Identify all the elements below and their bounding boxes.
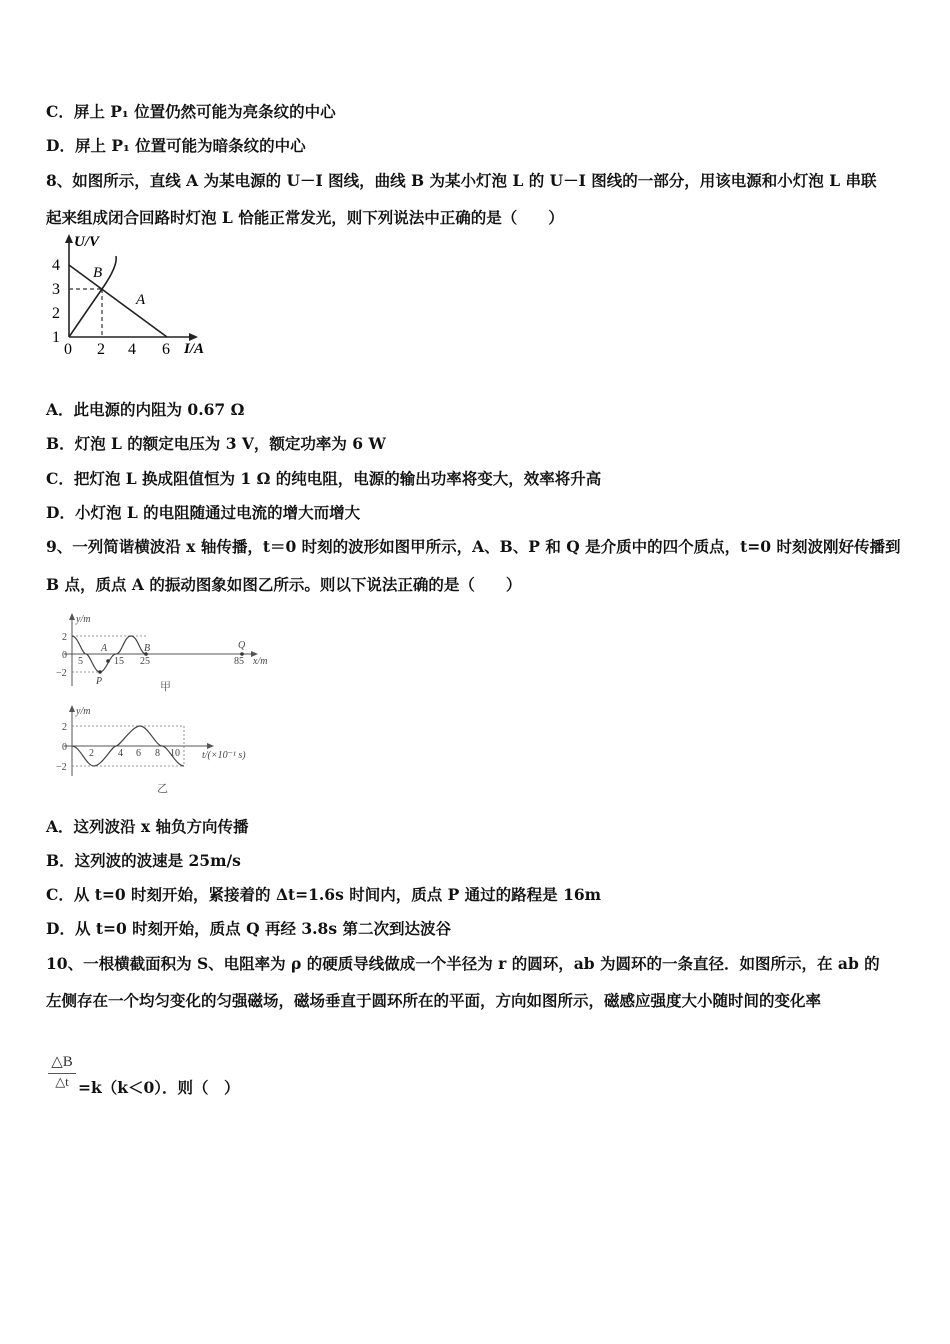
q8-ytick-1: 1 [52,329,60,346]
q9-option-a: A．这列波沿 x 轴负方向传播 [46,817,249,836]
q10-stem-line1: 10、一根横截面积为 S、电阻率为 ρ 的硬质导线做成一个半径为 r 的圆环，ab 为圆环的一条直径．如图所示，在 ab 的 [46,954,880,973]
q8-ytick-2: 2 [52,305,60,322]
q8-x-arrow [189,333,198,341]
q9-yi-xtick-10: 10 [170,748,180,759]
q9-jia-xtick-25: 25 [140,656,150,667]
q8-line-a [69,265,167,337]
q9-jia-xtick-5: 5 [78,656,83,667]
q7-option-c: C．屏上 P₁ 位置仍然可能为亮条纹的中心 [46,102,336,121]
q9-yi-xtick-4: 4 [118,748,123,759]
q8-ylabel: U/V [74,234,100,250]
q9-jia-point-p [98,670,102,674]
q9-jia-ytick-2: 2 [62,632,67,643]
q9-yi-caption: 乙 [157,783,168,795]
q9-option-b: B．这列波的波速是 25m/s [46,851,241,870]
q9-jia-xtick-15: 15 [114,656,124,667]
q8-y-arrow [65,234,73,243]
q8-xtick-2: 2 [97,341,105,358]
q9-jia-label-q: Q [238,640,246,651]
q10-stem-line2: 左侧存在一个均匀变化的匀强磁场，磁场垂直于圆环所在的平面，方向如图所示，磁感应强度大小随时间的变化率 [46,991,822,1010]
q8-ytick-4: 4 [52,257,60,274]
q9-option-c: C．从 t=0 时刻开始，紧接着的 Δt=1.6s 时间内，质点 P 通过的路程是 16m [46,885,602,904]
q8-label-a: A [136,292,146,308]
q9-jia-label-p: P [96,676,103,687]
q8-option-c: C．把灯泡 L 换成阻值恒为 1 Ω 的纯电阻，电源的输出功率将变大，效率将升高 [46,469,602,488]
q9-jia-xtick-85: 85 [234,656,244,667]
q8-xtick-6: 6 [162,341,170,358]
q9-figure-jia [56,608,286,694]
q9-yi-x-arrow [207,743,214,749]
q9-yi-xtick-2: 2 [89,748,94,759]
q9-jia-ytick-0: 0 [62,650,67,661]
q9-figure-yi [56,700,286,796]
q9-jia-caption: 甲 [160,681,171,693]
q8-option-a: A．此电源的内阻为 0.67 Ω [46,400,245,419]
q8-xtick-4: 4 [128,341,136,358]
q9-yi-ytick-0: 0 [62,742,67,753]
q9-stem-line1: 9、一列简谐横波沿 x 轴传播，t＝0 时刻的波形如图甲所示，A、B、P 和 Q 是介质中的四个质点，t=0 时刻波刚好传播到 [46,537,901,556]
q8-ytick-3: 3 [52,281,60,298]
q8-ui-graph [44,232,224,360]
q9-yi-ytick-2: 2 [62,722,67,733]
q8-stem-line1: 8、如图所示，直线 A 为某电源的 U－I 图线，曲线 B 为某小灯泡 L 的 U－I 图线的一部分，用该电源和小灯泡 L 串联 [46,171,877,190]
q8-stem-line2: 起来组成闭合回路时灯泡 L 恰能正常发光，则下列说法中正确的是（ ） [46,208,564,227]
q9-yi-ytick-neg2: −2 [56,762,67,773]
q9-jia-xlabel: x/m [253,656,268,667]
q9-jia-label-b: B [144,643,151,654]
q9-jia-point-a [106,659,110,663]
q9-jia-ytick-neg2: −2 [56,668,67,679]
q9-jia-label-a: A [101,643,108,654]
q9-yi-xlabel: t/(×10⁻¹ s) [202,750,246,761]
q9-jia-y-arrow [69,613,75,620]
q8-option-d: D．小灯泡 L 的电阻随通过电流的增大而增大 [46,503,361,522]
q10-fraction-denominator: △t [55,1074,69,1089]
q10-fraction-numerator: △B [48,1052,76,1074]
q8-label-b: B [93,265,103,281]
q9-jia-ylabel: y/m [76,614,91,625]
q8-xlabel: I/A [184,341,205,357]
q10-stem-line3: =k（k＜0）．则（ ） [78,1078,240,1097]
q8-xtick-0: 0 [64,341,72,358]
q9-option-d: D．从 t=0 时刻开始，质点 Q 再经 3.8s 第二次到达波谷 [46,919,451,938]
q10-rate-fraction [48,1052,76,1090]
q9-yi-xtick-8: 8 [155,748,160,759]
q7-option-d: D．屏上 P₁ 位置可能为暗条纹的中心 [46,136,306,155]
q9-yi-xtick-6: 6 [136,748,141,759]
q9-stem-line2: B 点，质点 A 的振动图象如图乙所示。则以下说法正确的是（ ） [46,575,522,594]
q8-option-b: B．灯泡 L 的额定电压为 3 V，额定功率为 6 W [46,434,386,453]
q9-yi-ylabel: y/m [76,706,91,717]
q9-yi-y-arrow [69,705,75,712]
